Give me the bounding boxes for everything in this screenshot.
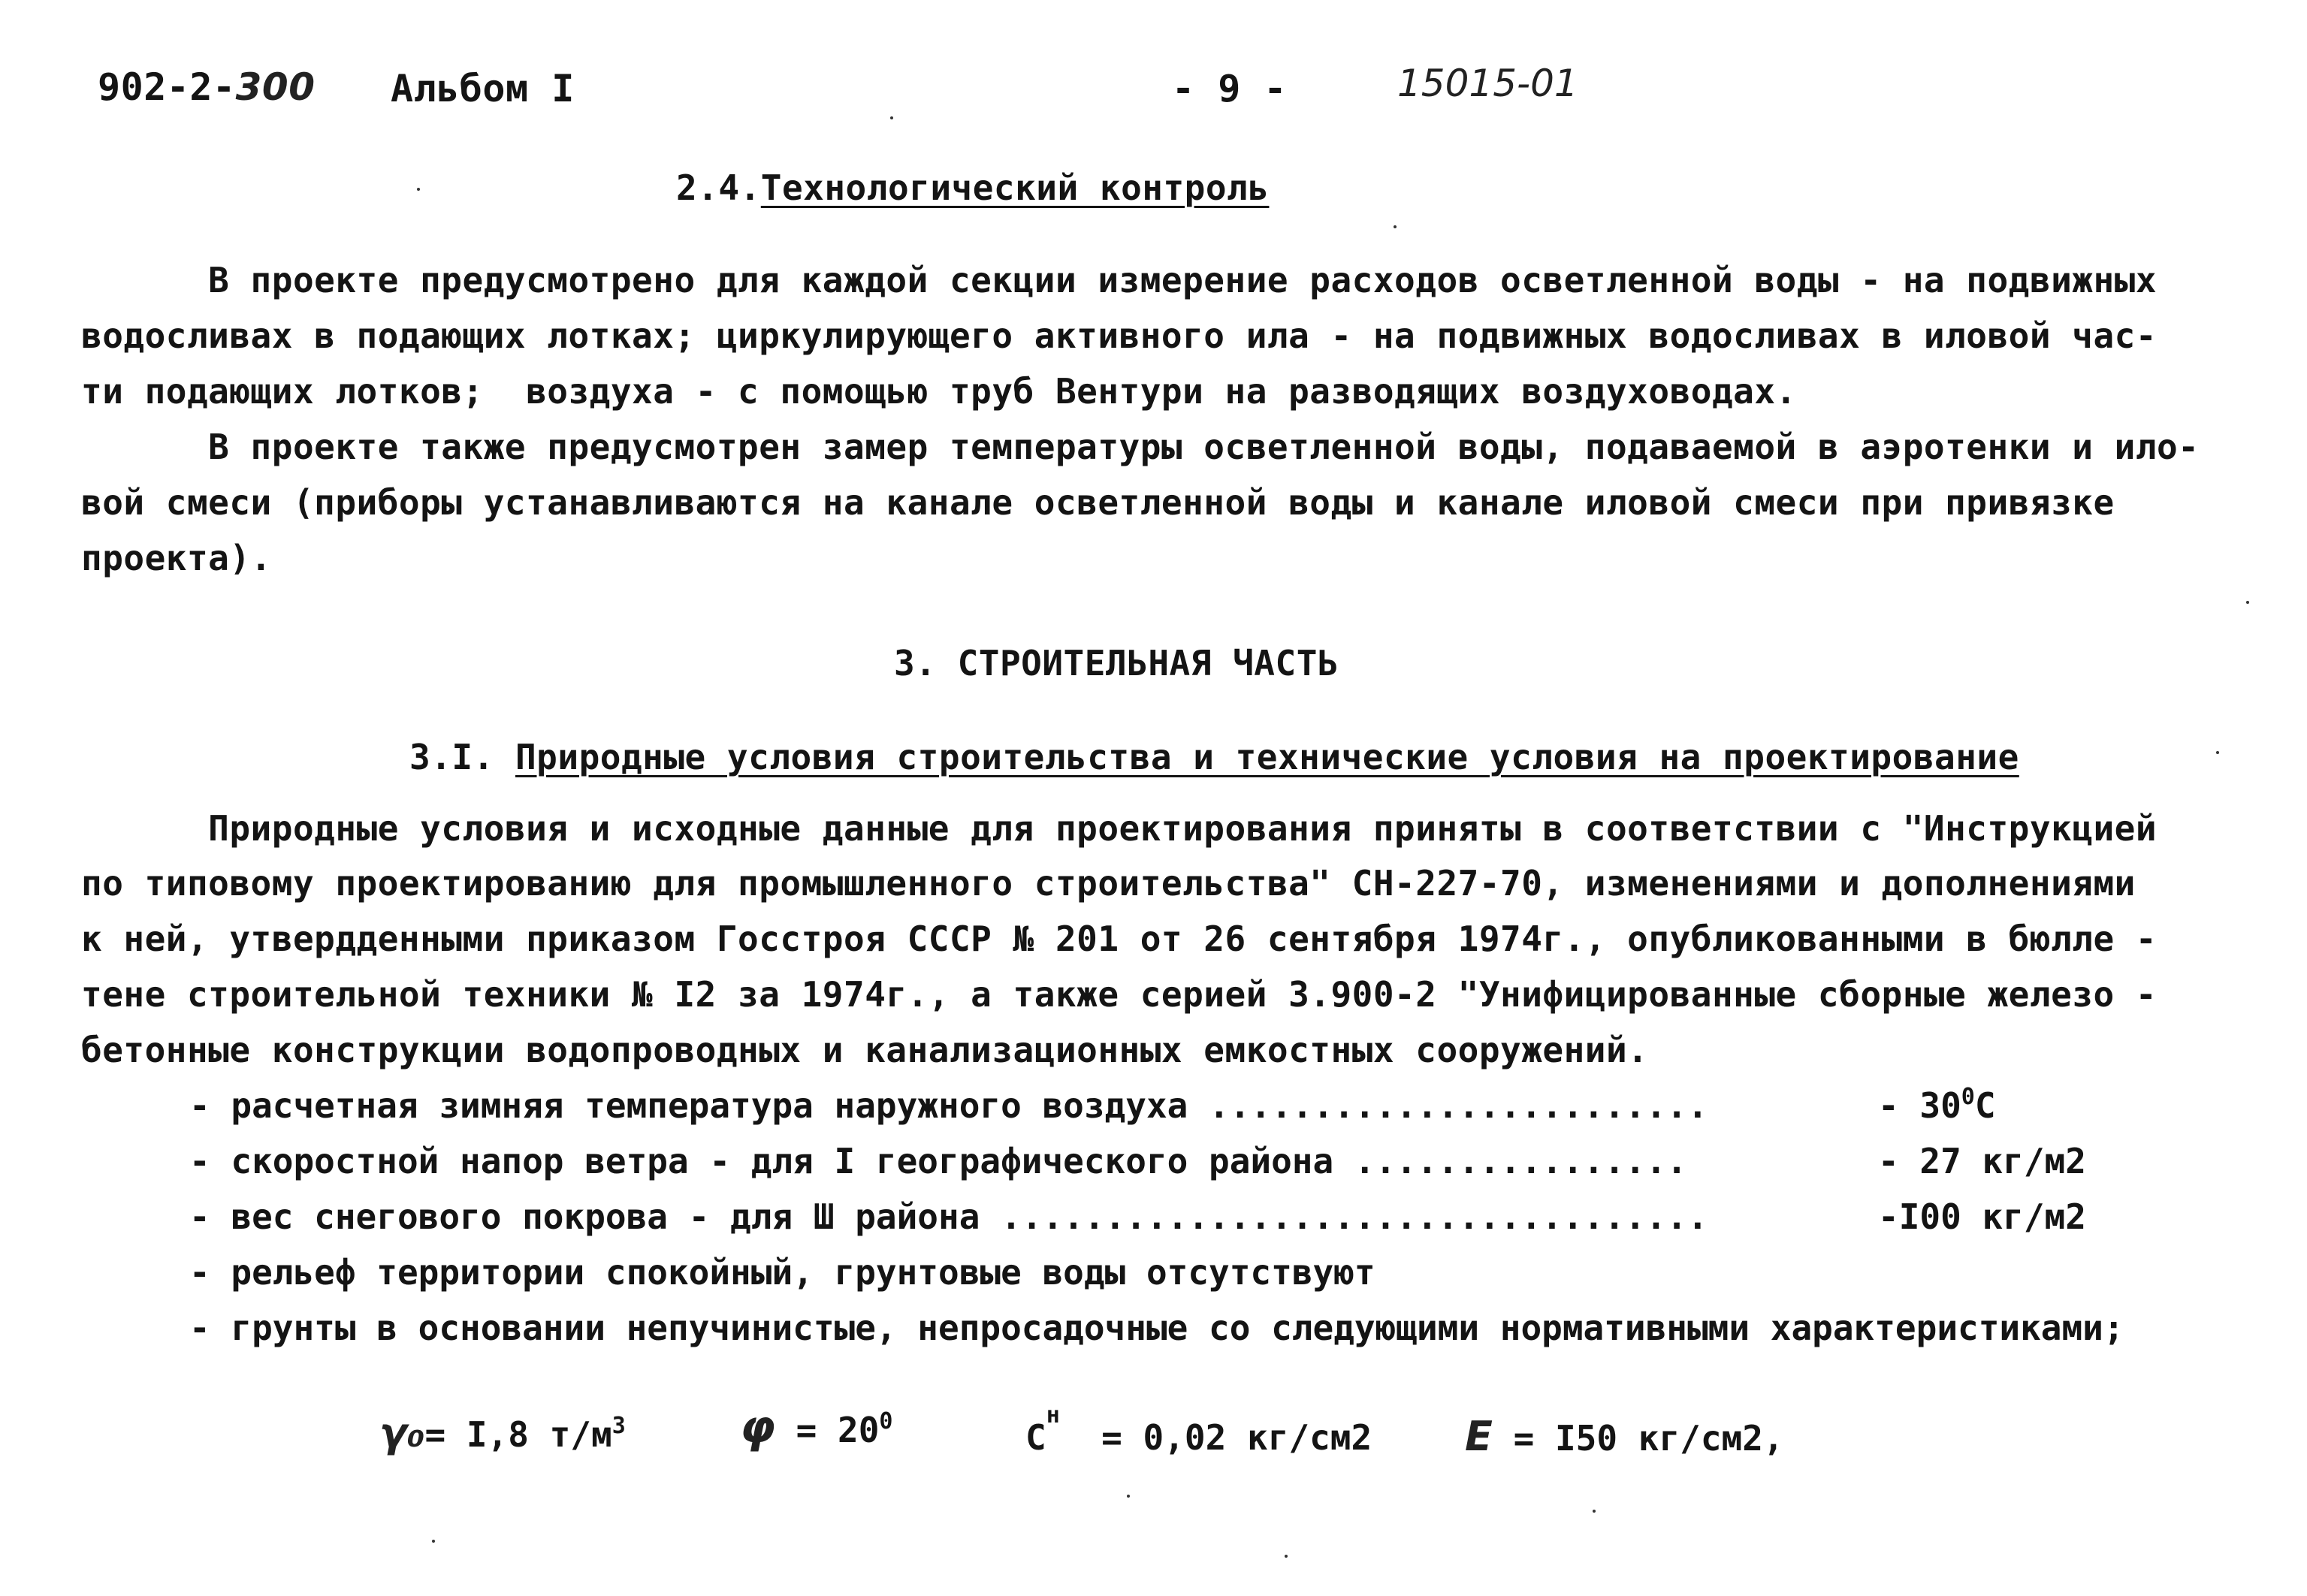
section-2-4-title: Технологический контроль (760, 167, 1270, 208)
scan-speck (2216, 751, 2219, 754)
temp-unit: C (1974, 1085, 1996, 1126)
para1-line1: В проекте предусмотрено для каждой секции измерение расходов осветленной воды - на подвижных (81, 260, 2158, 300)
para3-line1: Природные условия и исходные данные для проектирования приняты в соответствии с "Инструкцией (81, 808, 2158, 849)
scan-speck (2246, 601, 2249, 604)
scan-speck (1593, 1510, 1596, 1513)
phi-value: = 20 (796, 1410, 880, 1450)
scan-speck (890, 116, 893, 119)
condition-temperature: - расчетная зимняя температура наружного воздуха ........................ (189, 1085, 1708, 1126)
archive-number: 15015-01 (1397, 62, 1578, 105)
section-3-heading: 3. СТРОИТЕЛЬНАЯ ЧАСТЬ (894, 643, 1339, 683)
phi-degree: 0 (879, 1408, 893, 1435)
condition-snow-value: -I00 кг/м2 (1878, 1196, 2086, 1237)
c-superscript: н (1046, 1402, 1060, 1429)
temp-degree: 0 (1961, 1084, 1975, 1110)
condition-snow: - вес снегового покрова - для Ш района .................................. (189, 1196, 1708, 1237)
condition-relief: - рельеф территории спокойный, грунтовые воды отсутствуют (189, 1252, 1375, 1293)
section-2-4-heading (676, 167, 1269, 209)
gamma-value: = I,8 т/м (424, 1414, 612, 1455)
condition-wind: - скоростной напор ветра - для I географического района ................ (189, 1141, 1687, 1181)
doc-code-printed: 902-2- (98, 65, 236, 109)
scan-speck (432, 1540, 435, 1543)
soil-phi (740, 1401, 893, 1453)
e-symbol: E (1465, 1413, 1493, 1460)
doc-code-handwritten: 300 (235, 65, 316, 109)
c-value: = 0,02 кг/см2 (1101, 1417, 1372, 1458)
condition-soil: - грунты в основании непучинистые, непросадочные со следующими нормативными характеристиками; (189, 1308, 2124, 1348)
scan-speck (1285, 1555, 1288, 1558)
para3-line5: бетонные конструкции водопроводных и канализационных емкостных сооружений. (81, 1030, 1649, 1070)
temp-value: - 30 (1878, 1085, 1961, 1126)
section-3-1-number: 3.I. (409, 737, 494, 777)
album-label: Альбом I (391, 67, 575, 110)
gamma-exponent: 3 (611, 1413, 626, 1439)
doc-code (98, 66, 316, 108)
para2-line2: вой смеси (приборы устанавливаются на канале осветленной воды и канале иловой смеси при привязке (81, 482, 2115, 523)
scan-speck (417, 188, 420, 191)
section-2-4-number: 2.4. (676, 167, 761, 208)
phi-symbol: φ (740, 1401, 775, 1453)
section-3-1-title: Природные условия строительства и технические условия на проектирование (515, 737, 2019, 777)
section-3-1-heading (409, 736, 2019, 778)
soil-gamma (379, 1409, 626, 1456)
scan-speck (1127, 1495, 1130, 1498)
scan-speck (1394, 225, 1397, 228)
para3-line4: тене строительной техники № I2 за 1974г., а также серией 3.900-2 "Унифицированные сборные железо - (81, 974, 2158, 1015)
para1-line3: ти подающих лотков; воздуха - с помощью труб Вентури на разводящих воздуховодах. (81, 371, 1797, 412)
soil-modulus (1465, 1413, 1784, 1460)
gamma-symbol: γ₀ (379, 1409, 425, 1456)
para2-line1: В проекте также предусмотрен замер температуры осветленной воды, подаваемой в аэротенки и ило- (81, 427, 2200, 467)
para1-line2: водосливах в подающих лотках; циркулирующего активного ила - на подвижных водосливах в иловой час- (81, 315, 2158, 356)
soil-cohesion (1025, 1402, 1372, 1459)
para2-line3: проекта). (81, 538, 272, 578)
para3-line2: по типовому проектированию для промышленного строительства" СН-227-70, изменениями и дополнениями (81, 863, 2136, 904)
condition-wind-value: - 27 кг/м2 (1878, 1141, 2086, 1181)
c-symbol: C (1025, 1417, 1046, 1458)
e-value: = I50 кг/см2, (1513, 1418, 1784, 1459)
page-number: - 9 - (1172, 67, 1288, 110)
para3-line3: к ней, утвердденными приказом Госстроя СССР № 201 от 26 сентября 1974г., опубликованными в бюлле - (81, 919, 2158, 959)
condition-temperature-value (1878, 1085, 1996, 1127)
